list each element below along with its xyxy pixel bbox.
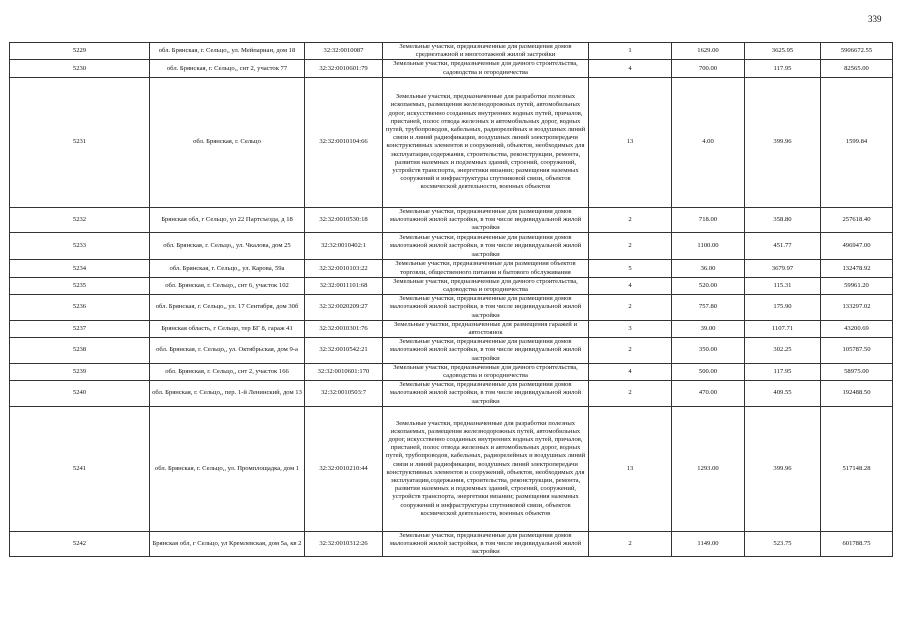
address-cell: обл. Брянская, г. Сельцо — [150, 77, 305, 207]
table-row — [10, 277, 893, 294]
area-cell: 700.00 — [672, 60, 745, 77]
specific-value-cell: 115.31 — [745, 277, 821, 294]
cadastral-number-cell: 32:32:0010542:21 — [305, 338, 383, 364]
cadastral-number-cell: 32:32:0010103:22 — [305, 260, 383, 277]
cadastral-value-cell: 5906672.55 — [821, 43, 893, 60]
area-cell: 39.00 — [672, 320, 745, 337]
row-number: 5231 — [10, 77, 150, 207]
land-purpose-cell: Земельные участки, предназначенные для размещения домов малоэтажной жилой застройки, в том числе индивидуальной жилой застройки — [383, 531, 589, 557]
area-cell: 757.80 — [672, 295, 745, 321]
cadastral-number-cell: 32:32:0010087 — [305, 43, 383, 60]
table-row — [10, 207, 893, 233]
group-code-cell: 2 — [589, 295, 672, 321]
specific-value-cell: 117.95 — [745, 363, 821, 380]
land-purpose-cell: Земельные участки, предназначенные для дачного строительства, садоводства и огородничества — [383, 60, 589, 77]
specific-value-cell: 451.77 — [745, 233, 821, 260]
cadastral-number-cell: 32:32:0011101:68 — [305, 277, 383, 294]
row-number: 5235 — [10, 277, 150, 294]
cadastral-number-cell: 32:32:0010104:66 — [305, 77, 383, 207]
area-cell: 350.00 — [672, 338, 745, 364]
area-cell: 1100.00 — [672, 233, 745, 260]
cadastral-number-cell: 32:32:0010301:76 — [305, 320, 383, 337]
cadastral-value-cell: 517148.28 — [821, 406, 893, 531]
address-cell: обл. Брянская, г. Сельцо,, снт 2, участок 77 — [150, 60, 305, 77]
table-row — [10, 406, 893, 531]
area-cell: 1629.00 — [672, 43, 745, 60]
specific-value-cell: 3679.97 — [745, 260, 821, 277]
row-number: 5230 — [10, 60, 150, 77]
table-row — [10, 60, 893, 77]
land-purpose-cell: Земельные участки, предназначенные для размещения домов малоэтажной жилой застройки, в том числе индивидуальной жилой застройки — [383, 295, 589, 321]
land-purpose-cell: Земельные участки, предназначенные для дачного строительства, садоводства и огородничества — [383, 363, 589, 380]
table-row — [10, 531, 893, 557]
specific-value-cell: 3625.95 — [745, 43, 821, 60]
specific-value-cell: 358.80 — [745, 207, 821, 233]
area-cell: 520.00 — [672, 277, 745, 294]
cadastral-value-cell: 82565.00 — [821, 60, 893, 77]
cadastral-value-cell: 257618.40 — [821, 207, 893, 233]
cadastral-number-cell: 32:32:0010402:1 — [305, 233, 383, 260]
address-cell: обл. Брянская, г. Сельцо,, ул. 17 Сентября, дом 30б — [150, 295, 305, 321]
specific-value-cell: 399.96 — [745, 77, 821, 207]
land-purpose-cell: Земельные участки, предназначенные для размещения домов малоэтажной жилой застройки, в том числе индивидуальной жилой застройки — [383, 381, 589, 407]
land-purpose-cell: Земельные участки, предназначенные для размещения домов малоэтажной жилой застройки, в том числе индивидуальной жилой застройки — [383, 338, 589, 364]
specific-value-cell: 117.95 — [745, 60, 821, 77]
group-code-cell: 2 — [589, 381, 672, 407]
group-code-cell: 2 — [589, 338, 672, 364]
area-cell: 4.00 — [672, 77, 745, 207]
land-purpose-cell: Земельные участки, предназначенные для размещения объектов торговли, общественного питания и бытового обслуживания — [383, 260, 589, 277]
cadastral-number-cell: 32:32:0010601:170 — [305, 363, 383, 380]
cadastral-value-cell: 105787.50 — [821, 338, 893, 364]
table-row — [10, 260, 893, 277]
page-number: 339 — [868, 14, 882, 24]
table-row — [10, 295, 893, 321]
specific-value-cell: 175.90 — [745, 295, 821, 321]
table-row — [10, 233, 893, 260]
cadastral-number-cell: 32:32:0010530:18 — [305, 207, 383, 233]
cadastral-value-cell: 192488.50 — [821, 381, 893, 407]
cadastral-number-cell: 32:32:0010503:7 — [305, 381, 383, 407]
group-code-cell: 4 — [589, 363, 672, 380]
address-cell: обл. Брянская, г. Сельцо,, пер. 1-й Ленинский, дом 13 — [150, 381, 305, 407]
table-row — [10, 338, 893, 364]
specific-value-cell: 302.25 — [745, 338, 821, 364]
group-code-cell: 2 — [589, 233, 672, 260]
area-cell: 500.00 — [672, 363, 745, 380]
group-code-cell: 4 — [589, 277, 672, 294]
row-number: 5242 — [10, 531, 150, 557]
table-row — [10, 77, 893, 207]
land-purpose-cell: Земельные участки, предназначенные для разработки полезных ископаемых, размещения железнодорожных путей, автомобильных дорог, искусственно созданных внутренних водных путей, причалов, пристаней, полос отвода железных и автомобильных дорог, водных путей, трубопроводов, кабельных, радиорелейных и воздушных линий связи и линий радиофикации, воздушных линий электропередачи конструктивных элементов и сооружений, объектов, необходимых для эксплуатации,содержания, строительства, реконструкции, ремонта, развития наземных и подземных зданий, строений, сооружений, устройств транспорта, энергетики вязанин; размещения наземных сооружений и инфраструктуры спутниковой связи, объектов космической деятельности, военных объектов — [383, 406, 589, 531]
address-cell: обл. Брянская, г. Сельцо,, ул. Чкалова, дом 25 — [150, 233, 305, 260]
row-number: 5232 — [10, 207, 150, 233]
specific-value-cell: 409.55 — [745, 381, 821, 407]
cadastral-value-cell: 59961.20 — [821, 277, 893, 294]
address-cell: обл. Брянская, г. Сельцо,, ул. Карова, 59а — [150, 260, 305, 277]
row-number: 5238 — [10, 338, 150, 364]
area-cell: 470.00 — [672, 381, 745, 407]
row-number: 5241 — [10, 406, 150, 531]
group-code-cell: 2 — [589, 207, 672, 233]
land-purpose-cell: Земельные участки, предназначенные для разработки полезных ископаемых, размещения железнодорожных путей, автомобильных дорог, искусственно созданных внутренних водных путей, причалов, пристаней, полос отвода железных и автомобильных дорог, водных путей, трубопроводов, кабельных, радиорелейных и воздушных линий связи и линий радиофикации, воздушных линий электропередачи конструктивных элементов и сооружений, объектов, необходимых для эксплуатации,содержания, строительства, реконструкции, ремонта, развития наземных и подземных зданий, строений, сооружений, устройств транспорта, энергетики вязанин; размещения наземных сооружений и инфраструктуры спутниковой связи, объектов космической деятельности, военных объектов — [383, 77, 589, 207]
cadastral-value-cell: 132478.92 — [821, 260, 893, 277]
area-cell: 36.00 — [672, 260, 745, 277]
address-cell: обл. Брянская, г. Сельцо,, снт 6, участок 102 — [150, 277, 305, 294]
address-cell: обл. Брянская, г. Сельцо,, ул. Октябрьская, дом 9-а — [150, 338, 305, 364]
cadastral-value-cell: 1599.84 — [821, 77, 893, 207]
address-cell: обл. Брянская, г. Сельцо,, снт 2, участок 166 — [150, 363, 305, 380]
cadastral-value-table — [9, 42, 893, 557]
specific-value-cell: 1107.71 — [745, 320, 821, 337]
row-number: 5240 — [10, 381, 150, 407]
row-number: 5229 — [10, 43, 150, 60]
specific-value-cell: 523.75 — [745, 531, 821, 557]
address-cell: Брянская обл, г Сельцо, ул Кремлевская, дом 5а, кв 2 — [150, 531, 305, 557]
row-number: 5236 — [10, 295, 150, 321]
cadastral-number-cell: 32:32:0010210:44 — [305, 406, 383, 531]
row-number: 5239 — [10, 363, 150, 380]
land-purpose-cell: Земельные участки, предназначенные для размещения домов среднеэтажной и многоэтажной жилой застройки — [383, 43, 589, 60]
area-cell: 718.00 — [672, 207, 745, 233]
group-code-cell: 13 — [589, 406, 672, 531]
row-number: 5233 — [10, 233, 150, 260]
land-purpose-cell: Земельные участки, предназначенные для размещения гаражей и автостоянок — [383, 320, 589, 337]
group-code-cell: 4 — [589, 60, 672, 77]
row-number: 5237 — [10, 320, 150, 337]
address-cell: Брянская обл, г Сельцо, ул 22 Партсъезда, д 18 — [150, 207, 305, 233]
land-purpose-cell: Земельные участки, предназначенные для дачного строительства, садоводства и огородничества — [383, 277, 589, 294]
cadastral-value-cell: 43200.69 — [821, 320, 893, 337]
cadastral-value-cell: 601788.75 — [821, 531, 893, 557]
area-cell: 1149.00 — [672, 531, 745, 557]
table-row — [10, 381, 893, 407]
row-number: 5234 — [10, 260, 150, 277]
cadastral-number-cell: 32:32:0020209:27 — [305, 295, 383, 321]
address-cell: обл. Брянская, г. Сельцо,, ул. Мейпариан, дом 18 — [150, 43, 305, 60]
group-code-cell: 2 — [589, 531, 672, 557]
land-purpose-cell: Земельные участки, предназначенные для размещения домов малоэтажной жилой застройки, в том числе индивидуальной жилой застройки — [383, 233, 589, 260]
group-code-cell: 13 — [589, 77, 672, 207]
cadastral-number-cell: 32:32:0010312:26 — [305, 531, 383, 557]
cadastral-value-cell: 58975.00 — [821, 363, 893, 380]
group-code-cell: 1 — [589, 43, 672, 60]
land-purpose-cell: Земельные участки, предназначенные для размещения домов малоэтажной жилой застройки, в том числе индивидуальной жилой застройки — [383, 207, 589, 233]
address-cell: обл. Брянская, г. Сельцо,, ул. Промплощадка, дом 1 — [150, 406, 305, 531]
cadastral-value-cell: 496947.00 — [821, 233, 893, 260]
specific-value-cell: 399.96 — [745, 406, 821, 531]
cadastral-number-cell: 32:32:0010601:79 — [305, 60, 383, 77]
group-code-cell: 5 — [589, 260, 672, 277]
table-row — [10, 43, 893, 60]
area-cell: 1293.00 — [672, 406, 745, 531]
table-row — [10, 320, 893, 337]
cadastral-value-cell: 133297.02 — [821, 295, 893, 321]
group-code-cell: 3 — [589, 320, 672, 337]
address-cell: Брянская область, г Сельцо, тер БГ 8, гараж 41 — [150, 320, 305, 337]
table-row — [10, 363, 893, 380]
